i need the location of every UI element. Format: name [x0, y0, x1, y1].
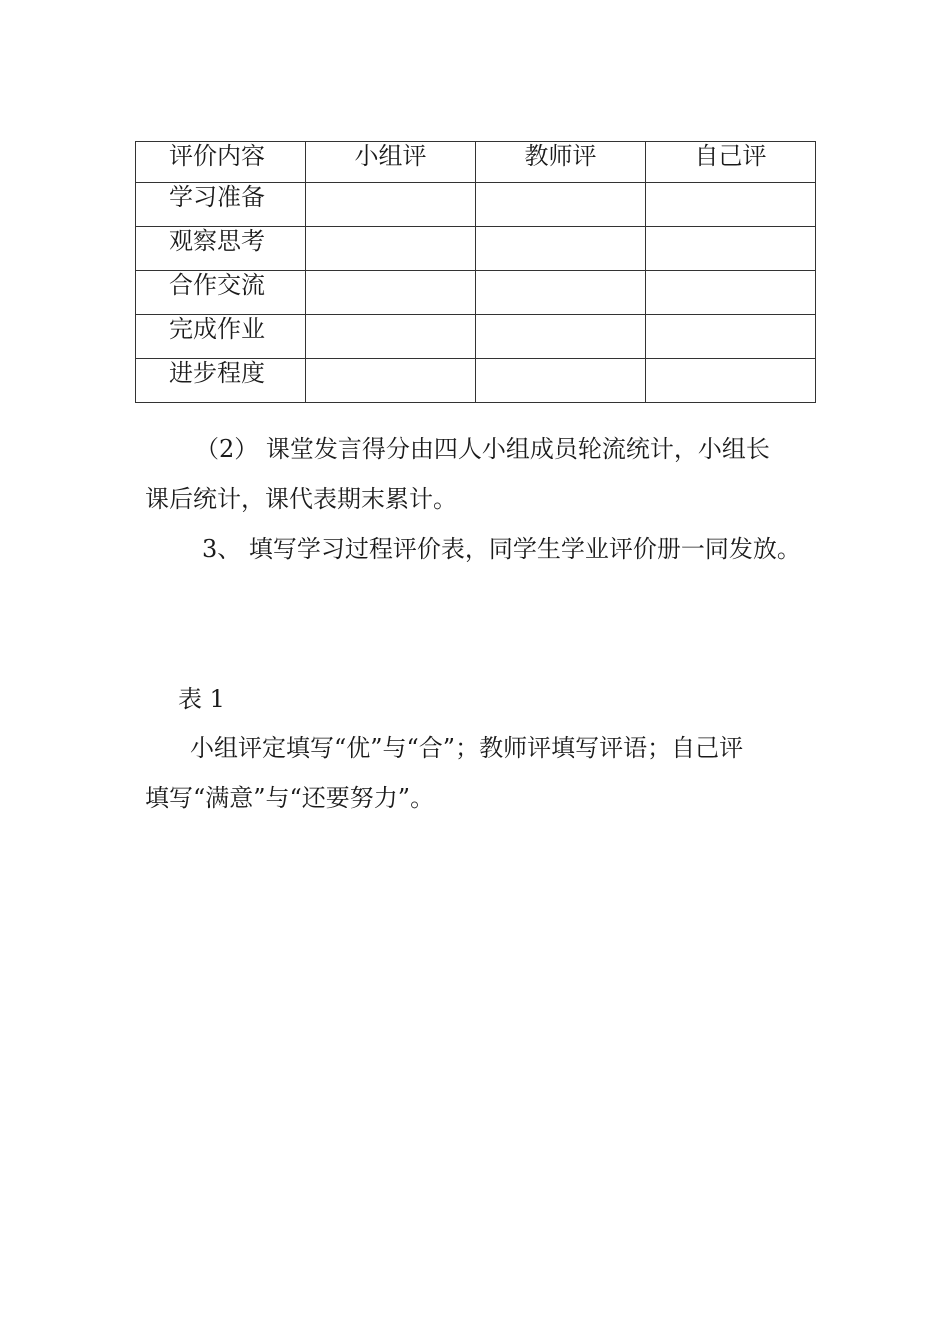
table-row: [136, 227, 816, 271]
table-cell: [476, 271, 646, 315]
table-row: [136, 271, 816, 315]
paragraph-2-line-1: （2） 课堂发言得分由四人小组成员轮流统计，小组长: [195, 435, 770, 463]
table-cell: [646, 315, 816, 359]
table-caption: 表 1: [178, 685, 225, 713]
row-label: 完成作业: [136, 315, 306, 359]
table-cell: [476, 359, 646, 403]
table-cell: [646, 227, 816, 271]
table-cell: [646, 183, 816, 227]
table-cell: [646, 271, 816, 315]
row-label: 进步程度: [136, 359, 306, 403]
table-cell: [476, 315, 646, 359]
table-cell: [476, 183, 646, 227]
header-cell-teacher: 教师评: [476, 142, 646, 183]
evaluation-table: [135, 141, 816, 403]
table-row: [136, 359, 816, 403]
header-cell-group: 小组评: [306, 142, 476, 183]
paragraph-2-line-2: 课后统计，课代表期末累计。: [145, 485, 457, 513]
table-cell: [306, 315, 476, 359]
table-cell: [306, 359, 476, 403]
note-line-1: 小组评定填写“优”与“合”；教师评填写评语；自己评: [190, 734, 744, 762]
header-cell-self: 自己评: [646, 142, 816, 183]
table-cell: [306, 271, 476, 315]
table-cell: [306, 183, 476, 227]
table-cell: [306, 227, 476, 271]
paragraph-3: 3、 填写学习过程评价表，同学生学业评价册一同发放。: [202, 535, 801, 563]
row-label: 合作交流: [136, 271, 306, 315]
table-row: [136, 183, 816, 227]
header-cell-content: 评价内容: [136, 142, 306, 183]
row-label: 学习准备: [136, 183, 306, 227]
table-header-row: [136, 142, 816, 183]
table-row: [136, 315, 816, 359]
table-cell: [476, 227, 646, 271]
table-cell: [646, 359, 816, 403]
note-line-2: 填写“满意”与“还要努力”。: [145, 784, 435, 812]
row-label: 观察思考: [136, 227, 306, 271]
